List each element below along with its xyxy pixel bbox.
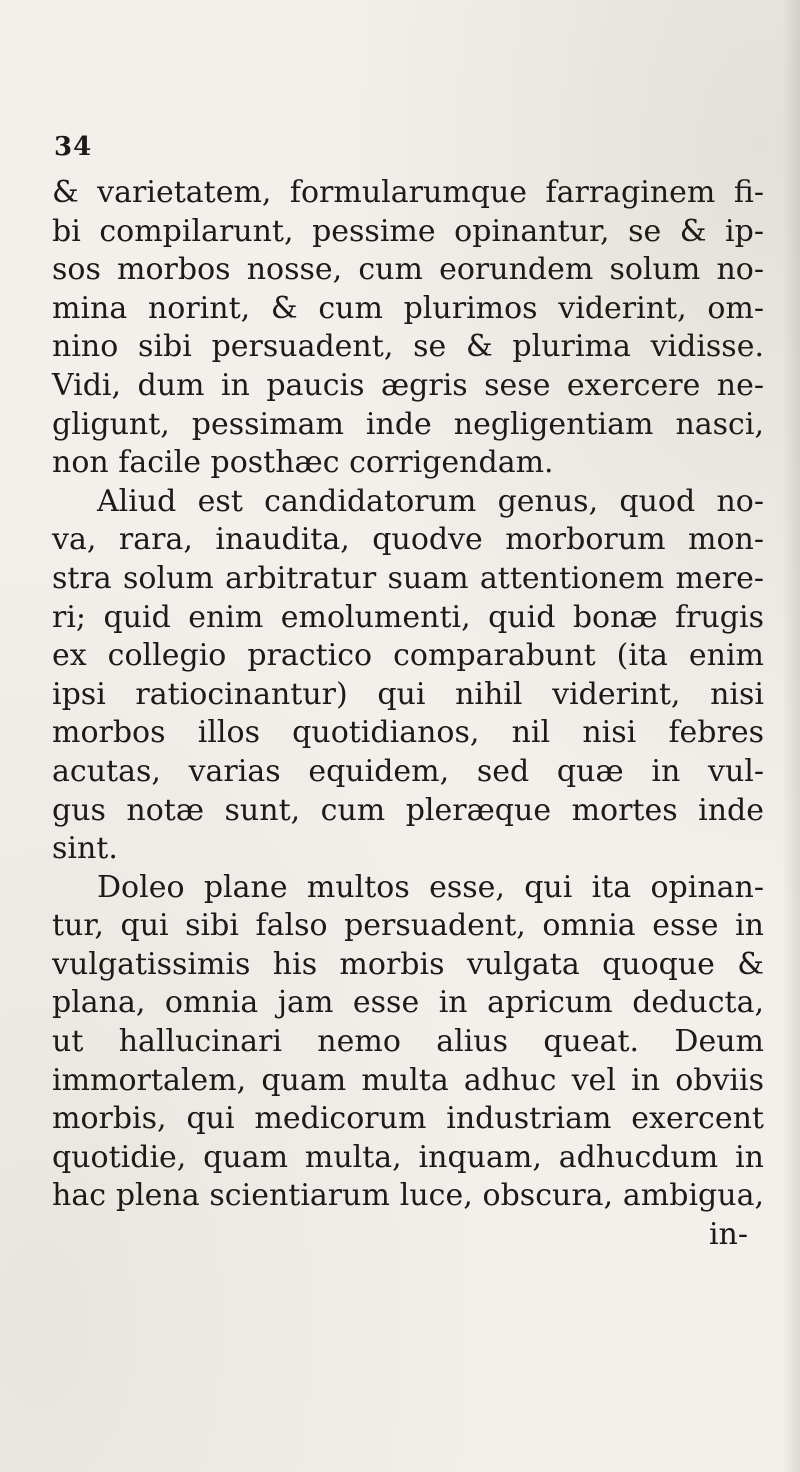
text-line: nino sibi persuadent, se & plurima vidisse. — [52, 329, 764, 365]
paragraph-start-line: Aliud est candidatorum genus, quod no- — [97, 483, 764, 519]
text-line: bi compilarunt, pessime opinantur, se & ip- — [52, 213, 764, 249]
text-line: sos morbos nosse, cum eorundem solum no- — [52, 252, 764, 288]
text-line: morbis, qui medicorum industriam exercent — [52, 1101, 764, 1137]
paragraph-start-line: Doleo plane multos esse, qui ita opinan- — [97, 869, 764, 905]
text-line: ut hallucinari nemo alius queat. Deum — [52, 1024, 764, 1060]
text-line: acutas, varias equidem, sed quæ in vul- — [52, 753, 764, 789]
text-line: vulgatissimis his morbis vulgata quoque & — [52, 946, 764, 982]
body-text — [52, 174, 764, 1255]
text-line: non facile posthæc corrigendam. — [52, 445, 554, 481]
text-line: tur, qui sibi falso persuadent, omnia esse in — [52, 908, 764, 944]
text-line: va, rara, inaudita, quodve morborum mon- — [52, 522, 764, 558]
catchword: in- — [708, 1217, 748, 1253]
text-line: Vidi, dum in paucis ægris sese exercere ne- — [52, 367, 764, 403]
text-line: gus notæ sunt, cum pleræque mortes inde — [52, 792, 764, 828]
text-line: sint. — [52, 831, 118, 867]
text-line: ri; quid enim emolumenti, quid bonæ frugis — [52, 599, 764, 635]
text-line: immortalem, quam multa adhuc vel in obviis — [52, 1062, 764, 1098]
text-line: ex collegio practico comparabunt (ita enim — [52, 638, 764, 674]
text-line: & varietatem, formularumque farraginem fi- — [52, 175, 764, 210]
text-line: stra solum arbitratur suam attentionem mere- — [52, 560, 764, 596]
text-line: ipsi ratiocinantur) qui nihil viderint, nisi — [52, 676, 764, 712]
text-line: morbos illos quotidianos, nil nisi febres — [52, 715, 764, 751]
text-line: mina norint, & cum plurimos viderint, om- — [52, 290, 764, 326]
text-line: quotidie, quam multa, inquam, adhucdum in — [52, 1139, 764, 1175]
page-edge-shadow — [782, 0, 800, 1472]
text-line: hac plena scientiarum luce, obscura, ambigua, — [52, 1178, 764, 1214]
text-line: plana, omnia jam esse in apricum deducta, — [52, 985, 764, 1021]
page-number: 34 — [54, 132, 93, 162]
text-line: gligunt, pessimam inde negligentiam nasci, — [52, 406, 764, 442]
